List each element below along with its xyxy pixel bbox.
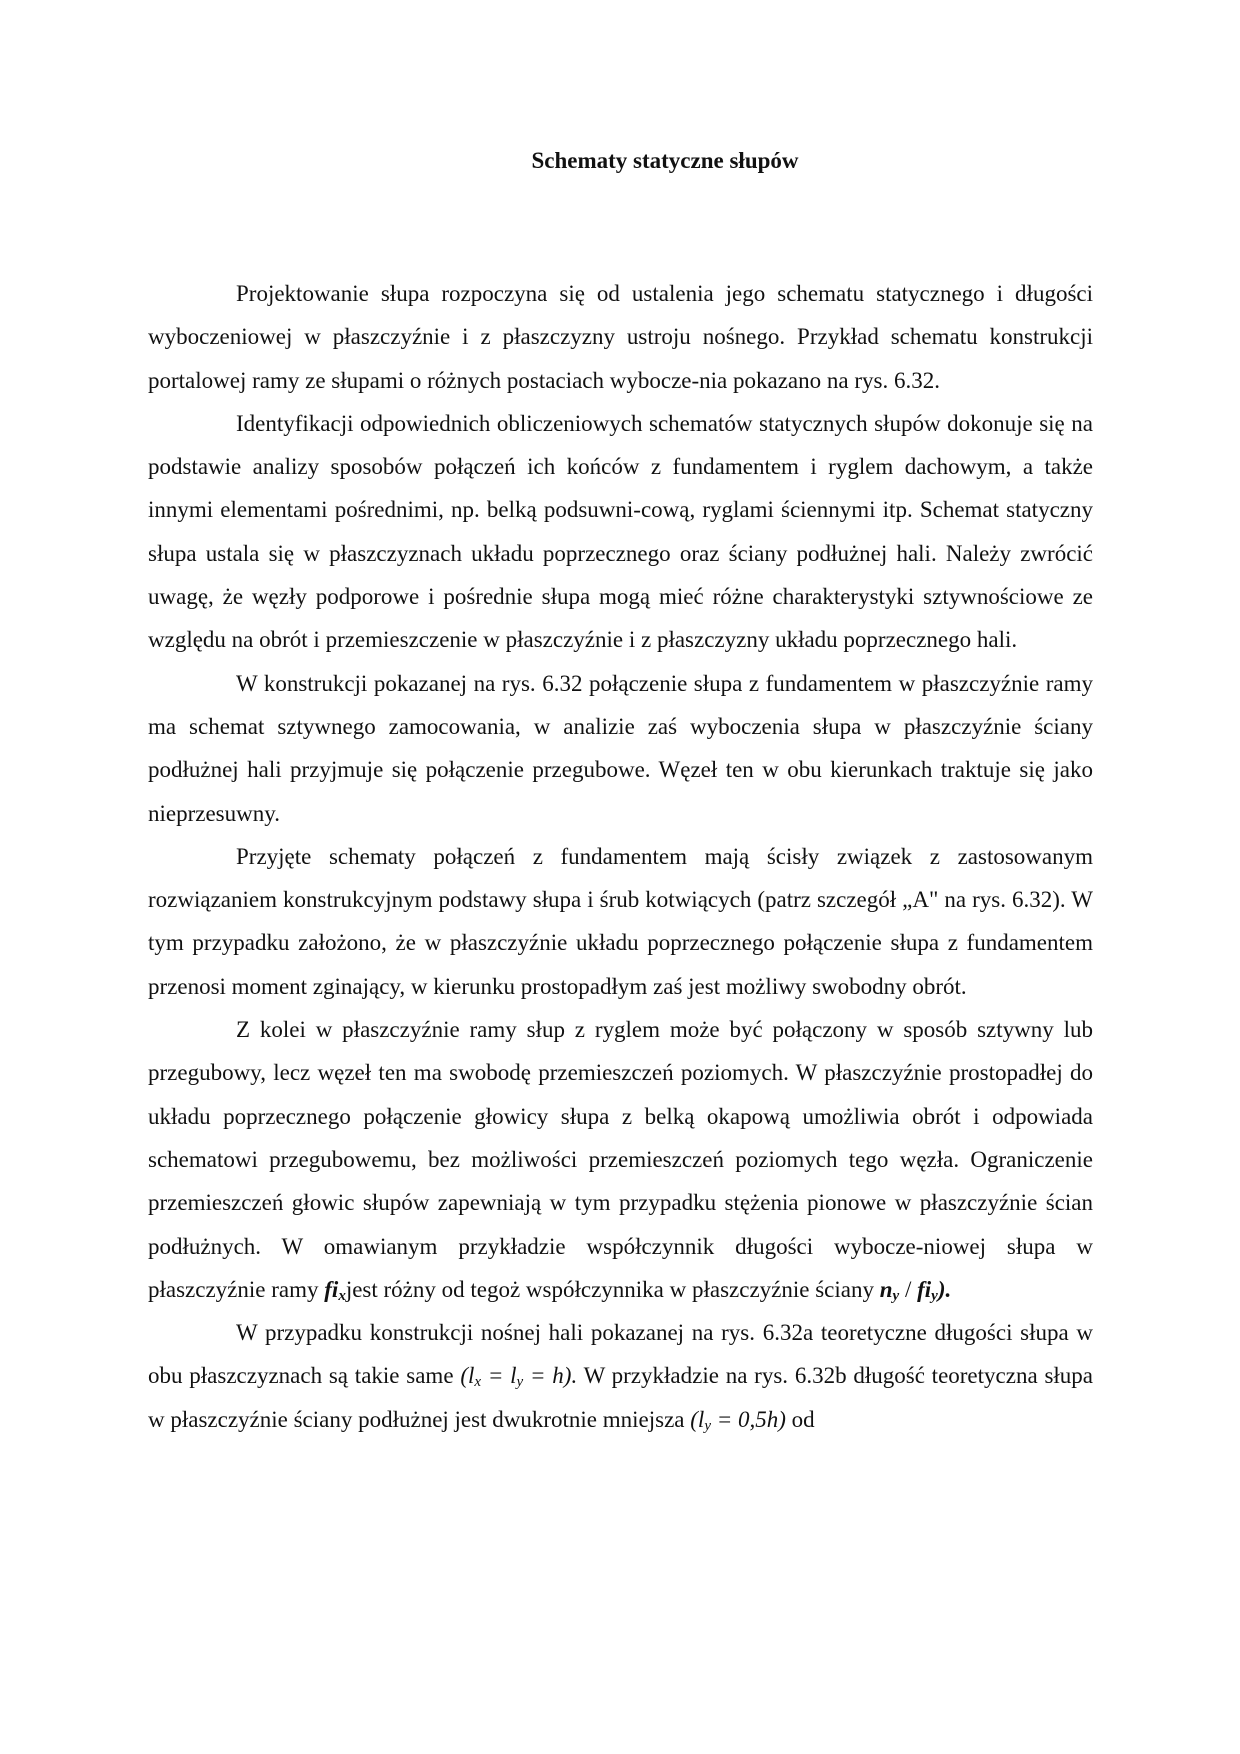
text-run: Przyjęte schematy połączeń z fundamentem mają ścisły związek z zastosowanym rozwiązaniem konstrukcyjnym podstawy słupa i śrub kotwiących (patrz szczegół „A" na rys. 6.32). W tym przypadku założono, że w płaszczyźnie układu poprzecznego połączenie słupa z fundamentem przenosi moment zginający, w kierunku prostopadłym zaś jest możliwy swobodny obrót. [148,843,1093,999]
math-text: y [931,1287,938,1304]
paragraph [148,662,1093,835]
text-run: Identyfikacji odpowiednich obliczeniowych schematów statycznych słupów dokonuje się na podstawie analizy sposobów połączeń ich końców z fundamentem i ryglem dachowym, a także innymi elementami pośrednimi, np. belką podsuwni-cową, ryglami ściennymi itp. Schemat statyczny słupa ustala się w płaszczyznach układu poprzecznego oraz ściany podłużnej hali. Należy zwrócić uwagę, że węzły podporowe i pośrednie słupa mogą mieć różne charakterystyki sztywnościowe ze względu na obrót i przemieszczenie w płaszczyźnie i z płaszczyzny układu poprzecznego hali. [148,410,1093,653]
math-text: y [516,1374,524,1391]
paragraph [148,1311,1093,1441]
text-run: W przypadku konstrukcji nośnej hali pokazanej na rys. 6.32a teoretyczne długości słupa w obu płaszczyznach są takie same [148,1320,1093,1389]
math-text: ). [937,1276,952,1302]
math-text: y [704,1417,711,1434]
paragraph [148,272,1093,402]
math-text: fi [324,1276,339,1302]
text-run: / [899,1276,918,1302]
math-text: (l [460,1363,475,1389]
math-text: y [892,1287,900,1304]
math-text: x [338,1287,346,1304]
document-body [148,272,1093,1441]
paragraph [148,835,1093,1008]
math-text: = h). [523,1363,578,1389]
math-text: n [879,1276,893,1302]
text-run: Projektowanie słupa rozpoczyna się od ustalenia jego schematu statycznego i długości wyboczeniowej w płaszczyźnie i z płaszczyzny ustroju nośnego. Przykład schematu konstrukcji portalowej ramy ze słupami o różnych postaciach wybocze-nia pokazano na rys. 6.32. [148,281,1093,393]
math-text: (l [690,1406,705,1432]
text-run: jest różny od tegoż współczynnika w płaszczyźnie ściany [345,1276,880,1302]
text-run: Z kolei w płaszczyźnie ramy słup z ryglem może być połączony w sposób sztywny lub przegubowy, lecz węzeł ten ma swobodę przemieszczeń poziomych. W płaszczyźnie prostopadłej do układu poprzecznego połączenie głowicy słupa z belką okapową umożliwia obrót i odpowiada schematowi przegubowemu, bez możliwości przemieszczeń poziomych tego węzła. Ograniczenie przemieszczeń głowic słupów zapewniają w tym przypadku stężenia pionowe w płaszczyźnie ścian podłużnych. W omawianym przykładzie współczynnik długości wybocze-niowej słupa w płaszczyźnie ramy [148,1017,1093,1302]
document-title: Schematy statyczne słupów [531,148,799,173]
text-run: W konstrukcji pokazanej na rys. 6.32 połączenie słupa z fundamentem w płaszczyźnie ramy ma schemat sztywnego zamocowania, w analizie zaś wyboczenia słupa w płaszczyźnie ściany podłużnej hali przyjmuje się połączenie przegubowe. Węzeł ten w obu kierunkach traktuje się jako nieprzesuwny. [148,670,1093,826]
math-text: = 0,5h) [710,1406,786,1432]
text-run: od [785,1406,815,1432]
math-text: x [474,1374,482,1391]
paragraph [148,1008,1093,1311]
math-text: = l [481,1363,517,1389]
paragraph [148,402,1093,662]
math-text: fi [917,1276,932,1302]
text-run: W przykładzie na rys. 6.32b długość teoretyczna słupa w płaszczyźnie ściany podłużnej jest dwukrotnie mniejsza [148,1363,1093,1432]
